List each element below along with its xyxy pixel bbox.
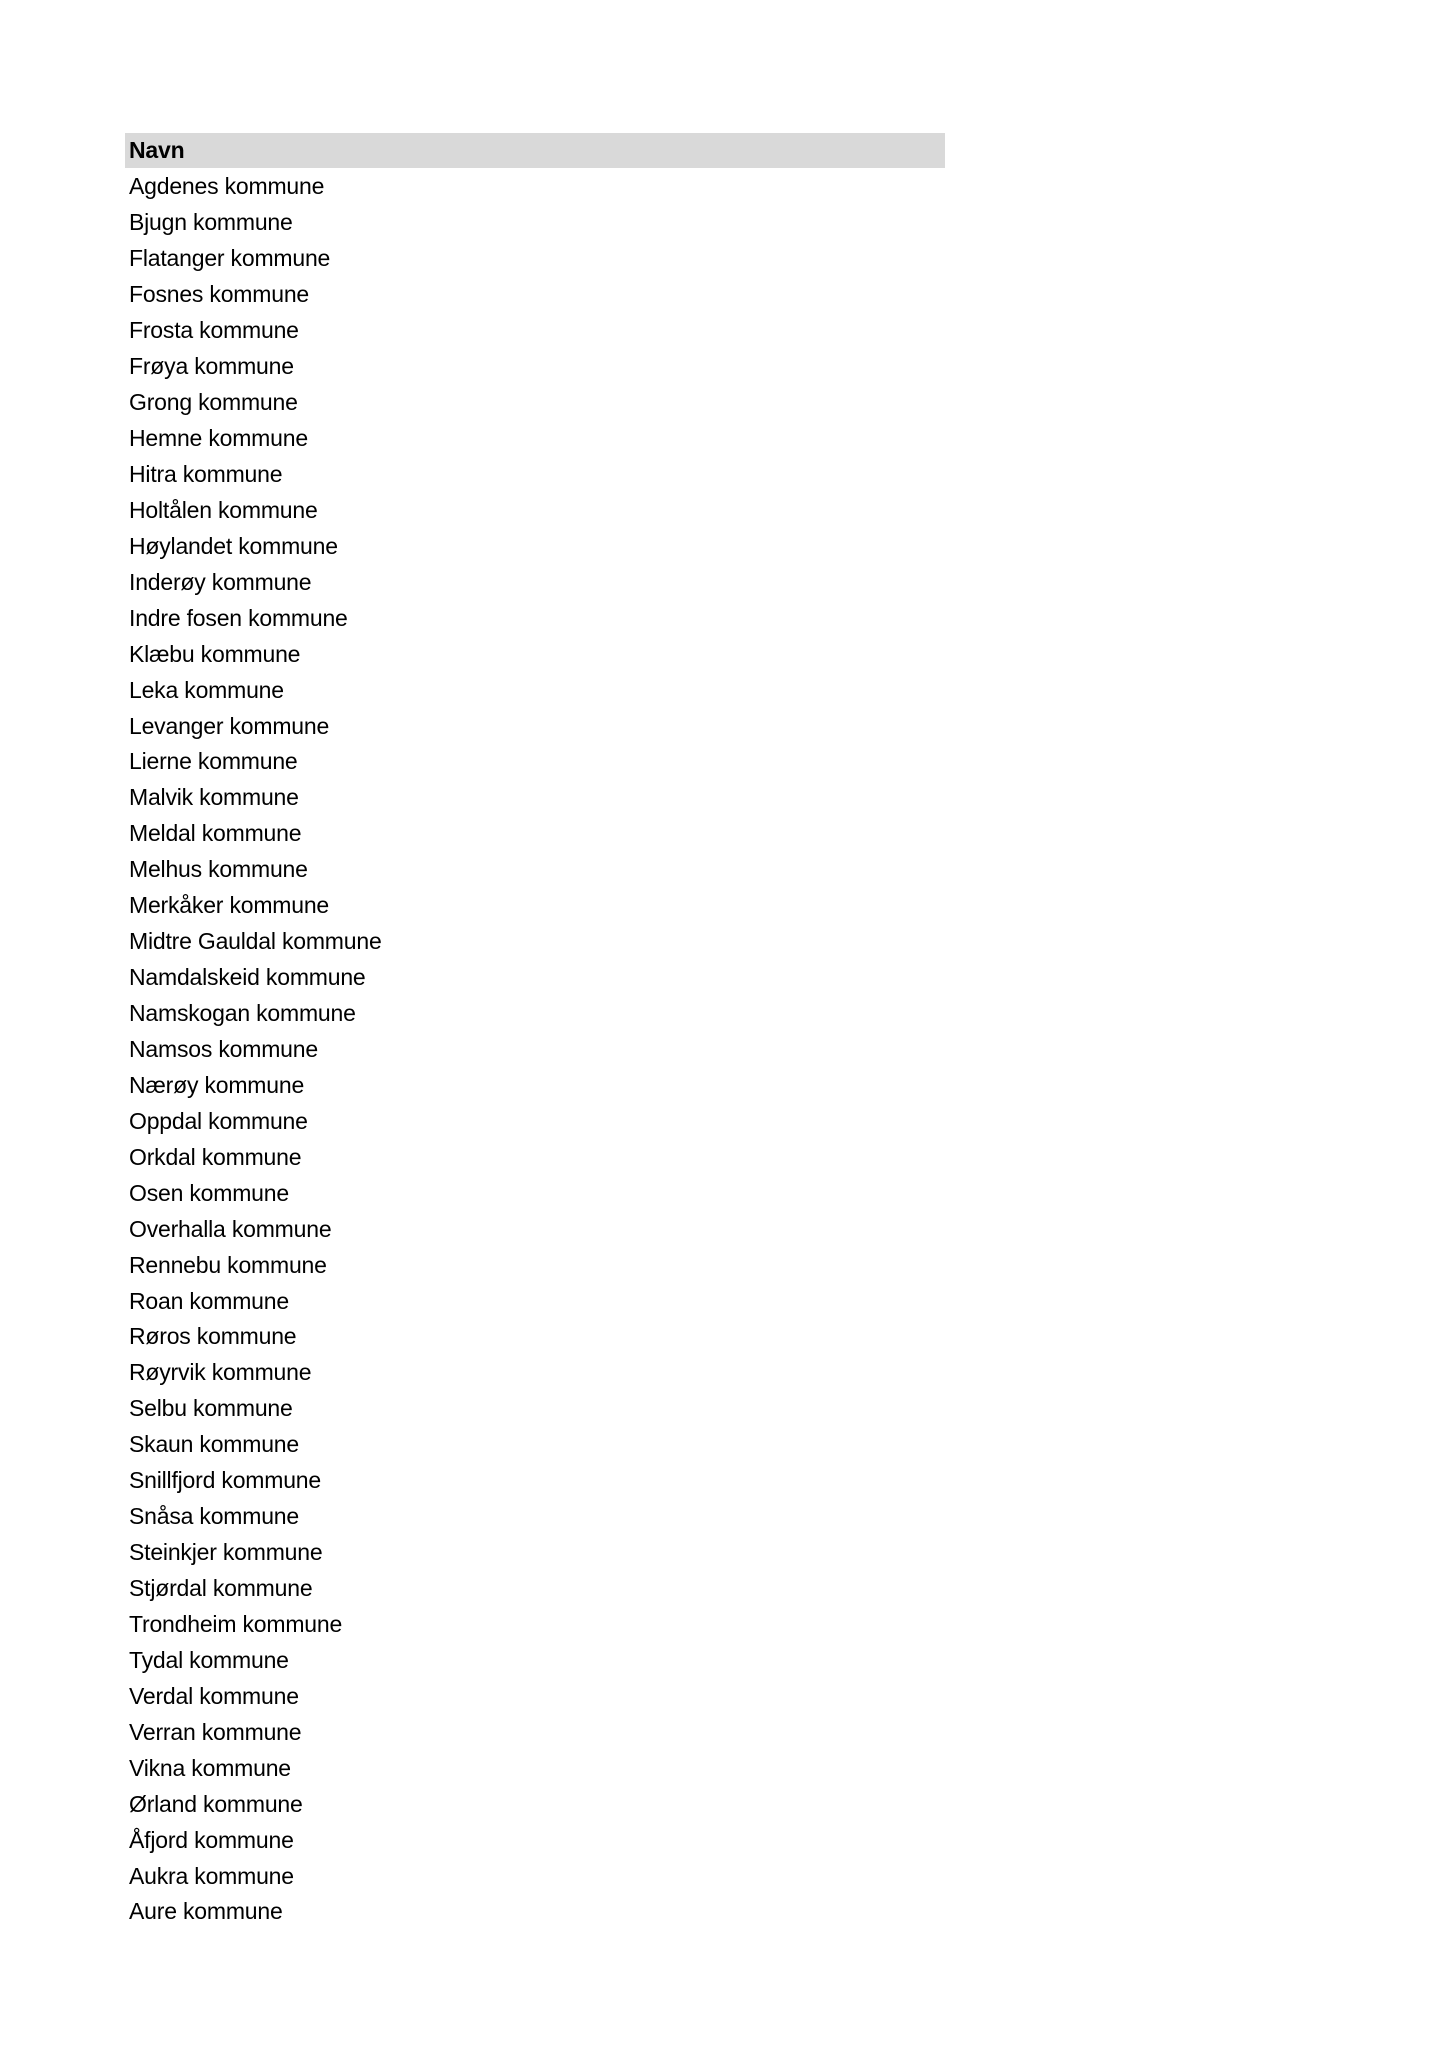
municipality-name-cell: Nærøy kommune — [129, 1071, 305, 1098]
municipality-name-cell: Steinkjer kommune — [129, 1539, 323, 1566]
municipality-name-cell: Selbu kommune — [129, 1395, 293, 1422]
municipality-name-cell: Orkdal kommune — [129, 1143, 302, 1170]
table-body — [125, 169, 945, 1930]
table-row — [125, 672, 945, 708]
municipality-name-cell: Ørland kommune — [129, 1790, 303, 1817]
table-row — [125, 1319, 945, 1355]
table-header-row — [125, 133, 945, 168]
table-row — [125, 564, 945, 600]
municipality-name-cell: Skaun kommune — [129, 1431, 299, 1458]
municipality-name-cell: Overhalla kommune — [129, 1215, 332, 1242]
municipality-name-cell: Røros kommune — [129, 1323, 297, 1350]
municipality-name-cell: Hemne kommune — [129, 425, 308, 452]
table-row — [125, 744, 945, 780]
municipality-name-cell: Klæbu kommune — [129, 640, 301, 667]
municipality-name-cell: Fosnes kommune — [129, 281, 309, 308]
municipality-name-cell: Flatanger kommune — [129, 245, 331, 272]
table-row — [125, 1678, 945, 1714]
municipality-name-cell: Vikna kommune — [129, 1754, 291, 1781]
municipality-name-cell: Lierne kommune — [129, 748, 298, 775]
municipality-name-cell: Holtålen kommune — [129, 496, 318, 523]
table-row — [125, 1571, 945, 1607]
municipality-name-cell: Aure kommune — [129, 1898, 283, 1925]
municipality-name-cell: Snillfjord kommune — [129, 1467, 321, 1494]
municipality-name-cell: Bjugn kommune — [129, 209, 293, 236]
table-row — [125, 852, 945, 888]
table-row — [125, 492, 945, 528]
municipality-name-cell: Merkåker kommune — [129, 892, 330, 919]
column-header-navn: Navn — [129, 137, 185, 163]
table-row — [125, 1283, 945, 1319]
municipality-name-cell: Åfjord kommune — [129, 1826, 294, 1853]
table-row — [125, 1427, 945, 1463]
table-row — [125, 385, 945, 421]
municipality-name-cell: Indre fosen kommune — [129, 604, 348, 631]
municipality-name-cell: Melhus kommune — [129, 856, 308, 883]
table-row — [125, 1103, 945, 1139]
municipality-name-cell: Aukra kommune — [129, 1862, 294, 1889]
table-row — [125, 1750, 945, 1786]
table-row — [125, 708, 945, 744]
table-row — [125, 816, 945, 852]
table-row — [125, 1858, 945, 1894]
table-row — [125, 205, 945, 241]
municipality-name-cell: Verdal kommune — [129, 1682, 299, 1709]
municipality-name-cell: Osen kommune — [129, 1179, 289, 1206]
table-row — [125, 1822, 945, 1858]
table-row — [125, 1463, 945, 1499]
table-row — [125, 277, 945, 313]
table-row — [125, 1211, 945, 1247]
municipality-name-cell: Verran kommune — [129, 1718, 302, 1745]
municipality-name-cell: Namsos kommune — [129, 1035, 318, 1062]
table-row — [125, 313, 945, 349]
municipality-name-cell: Agdenes kommune — [129, 173, 325, 200]
table-row — [125, 349, 945, 385]
table-row — [125, 888, 945, 924]
municipality-name-cell: Snåsa kommune — [129, 1503, 299, 1530]
table-row — [125, 528, 945, 564]
table-row — [125, 1032, 945, 1068]
municipality-name-cell: Malvik kommune — [129, 784, 299, 811]
table-row — [125, 996, 945, 1032]
municipality-name-cell: Høylandet kommune — [129, 532, 338, 559]
municipality-table — [125, 133, 945, 1930]
municipality-name-cell: Levanger kommune — [129, 712, 330, 739]
table-row — [125, 600, 945, 636]
table-row — [125, 241, 945, 277]
table-row — [125, 1894, 945, 1930]
municipality-name-cell: Namdalskeid kommune — [129, 964, 366, 991]
municipality-name-cell: Leka kommune — [129, 676, 284, 703]
table-row — [125, 1642, 945, 1678]
table-row — [125, 421, 945, 457]
table-row — [125, 960, 945, 996]
table-row — [125, 636, 945, 672]
table-row — [125, 169, 945, 205]
table-row — [125, 1067, 945, 1103]
municipality-name-cell: Røyrvik kommune — [129, 1359, 312, 1386]
table-row — [125, 1499, 945, 1535]
table-row — [125, 1139, 945, 1175]
table-row — [125, 1355, 945, 1391]
municipality-name-cell: Namskogan kommune — [129, 1000, 356, 1027]
table-row — [125, 1175, 945, 1211]
table-row — [125, 780, 945, 816]
table-row — [125, 1391, 945, 1427]
table-row — [125, 1607, 945, 1643]
municipality-name-cell: Oppdal kommune — [129, 1107, 308, 1134]
table-row — [125, 924, 945, 960]
municipality-name-cell: Rennebu kommune — [129, 1251, 327, 1278]
table-row — [125, 1786, 945, 1822]
municipality-name-cell: Hitra kommune — [129, 460, 283, 487]
municipality-name-cell: Stjørdal kommune — [129, 1575, 313, 1602]
table-row — [125, 1535, 945, 1571]
municipality-name-cell: Midtre Gauldal kommune — [129, 928, 382, 955]
table-row — [125, 1714, 945, 1750]
municipality-name-cell: Tydal kommune — [129, 1646, 289, 1673]
municipality-name-cell: Frosta kommune — [129, 317, 299, 344]
table-row — [125, 1247, 945, 1283]
municipality-name-cell: Meldal kommune — [129, 820, 302, 847]
municipality-name-cell: Frøya kommune — [129, 353, 294, 380]
municipality-name-cell: Roan kommune — [129, 1287, 289, 1314]
municipality-name-cell: Grong kommune — [129, 389, 298, 416]
municipality-name-cell: Inderøy kommune — [129, 568, 312, 595]
table-row — [125, 457, 945, 493]
municipality-name-cell: Trondheim kommune — [129, 1610, 343, 1637]
